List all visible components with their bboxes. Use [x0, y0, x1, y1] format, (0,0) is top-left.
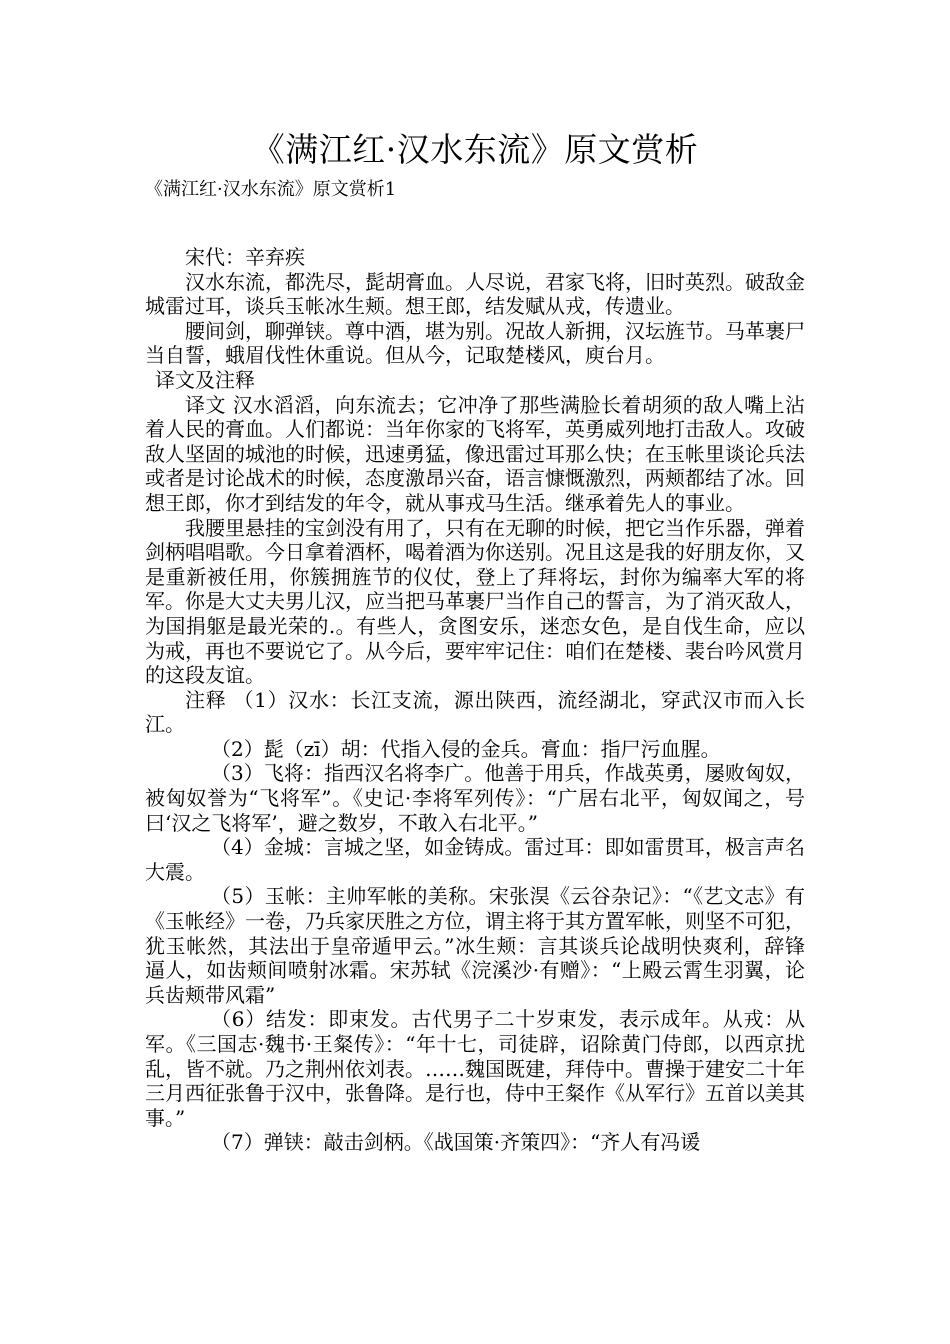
translation-paragraph-1: 译文 汉水滔滔，向东流去；它冲净了那些满脸长着胡须的敌人嘴上沾着人民的膏血。人们都说：当年你家的飞将军，英勇威列地打击敌人。攻破敌人坚固的城池的时候，迅速勇猛，像迅雷过耳那么快；在玉帐里谈论兵法或者是讨论战术的时候，态度激昂兴奋，语言慷慨激烈，两颊都结了冰。回想王郎，你才到结发的年令，就从事戎马生活。继承着先人的事业。	[145, 392, 805, 515]
note-6: （6）结发：即束发。古代男子二十岁束发，表示成年。从戎：从军。《三国志·魏书·王粲传》：“年十七，司徒辟，诏除黄门侍郎，以西京扰乱，皆不就。乃之荆州依刘表。……魏国既建，拜侍中。曹操于建安二十年三月西征张鲁于汉中，张鲁降。是行也，侍中王粲作《从军行》五首以美其事。”	[145, 1007, 805, 1130]
note-3: （3）飞将：指西汉名将李广。他善于用兵，作战英勇，屡败匈奴，被匈奴誉为“飞将军”。《史记·李将军列传》：“广居右北平，匈奴闻之，号曰‘汉之飞将军’，避之数岁，不敢入右北平。”	[145, 761, 805, 835]
note-2: （2）髭（zī）胡：代指入侵的金兵。膏血：指尸污血腥。	[211, 736, 721, 761]
note-1: 注释 （1）汉水：长江支流，源出陕西，流经湖北，穿武汉市而入长江。	[145, 687, 805, 737]
poem-stanza-2: 腰间剑，聊弹铗。尊中酒，堪为别。况故人新拥，汉坛旌节。马革裹尸当自誓，蛾眉伐性休重说。但从今，记取楚楼风，庾台月。	[145, 318, 805, 368]
document-title: 《满江红·汉水东流》原文赏析	[251, 130, 699, 169]
document-subtitle: 《满江红·汉水东流》原文赏析1	[145, 179, 397, 200]
poem-stanza-1: 汉水东流，都洗尽，髭胡膏血。人尽说，君家飞将，旧时英烈。破敌金城雷过耳，谈兵玉帐冰生颊。想王郎，结发赋从戎，传遗业。	[145, 269, 805, 319]
note-7: （7）弹铗：敲击剑柄。《战国策·齐策四》：“齐人有冯谖	[211, 1130, 701, 1155]
author-line: 宋代：辛弃疾	[185, 245, 305, 269]
translation-paragraph-2: 我腰里悬挂的宝剑没有用了，只有在无聊的时候，把它当作乐器，弹着剑柄唱唱歌。今日拿着酒杯，喝着酒为你送别。况且这是我的好朋友你，又是重新被任用，你簇拥旌节的仪仗，登上了拜将坛，封你为编率大军的将军。你是大丈夫男儿汉，应当把马革裹尸当作自己的誓言，为了消灭敌人，为国捐躯是最光荣的.。有些人，贪图安乐，迷恋女色，是自伐生命，应以为戒，再也不要说它了。从今后，要牢牢记住：咱们在楚楼、裴台吟风赏月的这段友谊。	[145, 515, 805, 688]
section-heading: 译文及注释	[155, 367, 255, 392]
document-body	[145, 245, 805, 1155]
note-4: （4）金城：言城之坚，如金铸成。雷过耳：即如雷贯耳，极言声名大震。	[145, 835, 805, 884]
note-5: （5）玉帐：主帅军帐的美称。宋张淏《云谷杂记》：“《艺文志》有《玉帐经》一卷，乃兵家厌胜之方位，谓主将于其方置军帐，则坚不可犯，犹玉帐然，其法出于皇帝遁甲云。”冰生颊：言其谈兵论战明快爽利，辞锋逼人，如齿颊间喷射冰霜。宋苏轼《浣溪沙·有赠》：“上殿云霄生羽翼，论兵齿颊带风霜”	[145, 884, 805, 1007]
